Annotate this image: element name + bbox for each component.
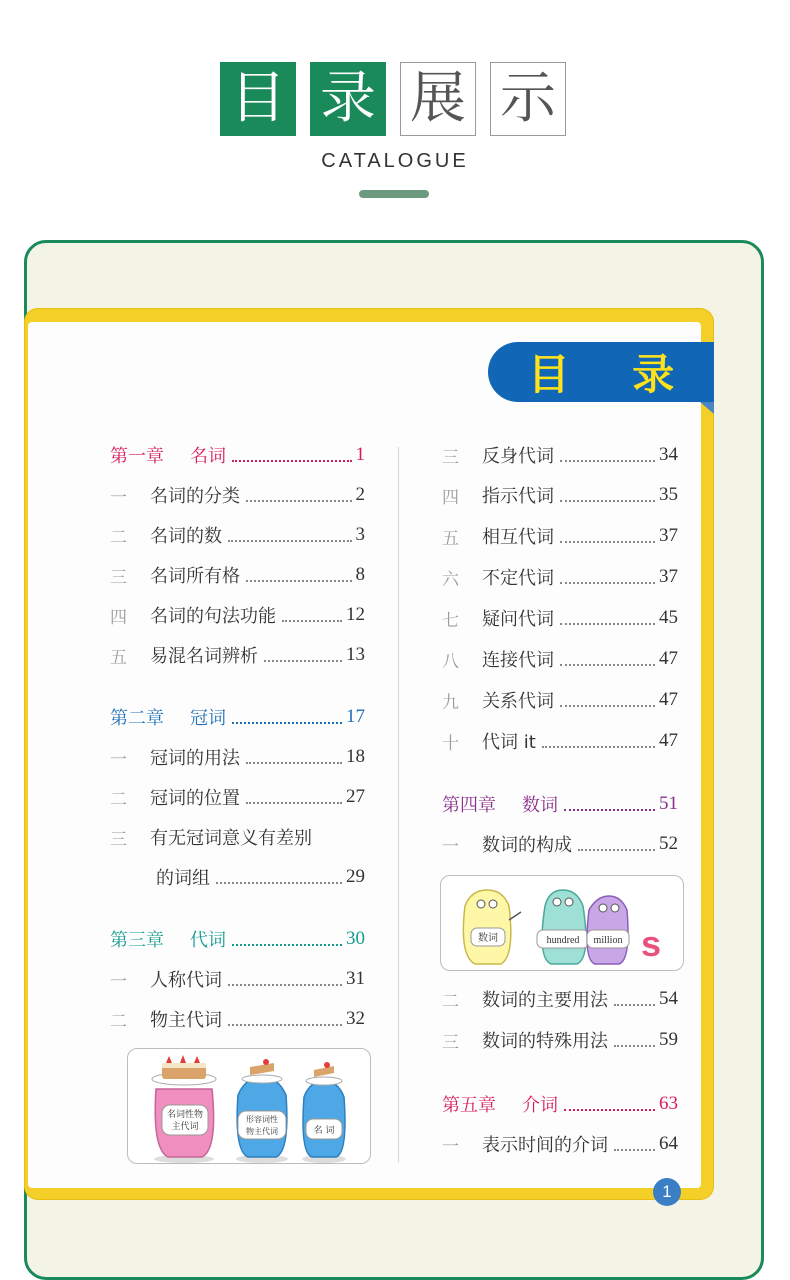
item-number: 一 [110,749,127,770]
page-ref: 47 [659,730,678,751]
item-title: 易混名词辨析 [150,646,258,667]
item-number: 二 [110,1011,127,1032]
chapter-number: 第二章 [110,708,164,729]
leader-dots [564,809,655,811]
toc-chapter-row[interactable] [110,440,365,470]
page-ref: 63 [659,1093,678,1114]
pronoun-cartoon-illustration [127,1048,371,1164]
toc-item-row[interactable] [442,562,678,592]
svg-text:形容词性: 形容词性 [246,1115,278,1124]
header-char-1: 目 [220,62,296,136]
item-number: 三 [110,829,127,850]
item-number: 一 [442,1136,459,1157]
leader-dots [232,460,352,462]
numeral-label-shuci: 数词 [478,933,498,944]
svg-text:名词性物: 名词性物 [166,1110,204,1120]
svg-text:主代词: 主代词 [171,1122,199,1132]
item-title: 物主代词 [150,1010,222,1031]
page-ref: 31 [346,968,365,989]
page-ref: 3 [355,524,365,545]
page-ref: 30 [346,928,365,949]
item-number: 二 [110,527,127,548]
item-title: 数词的主要用法 [482,990,608,1011]
leader-dots [246,802,342,804]
chapter-title: 冠词 [190,708,226,729]
page-ref: 12 [346,604,365,625]
page-ref: 17 [346,706,365,727]
item-number: 七 [442,610,459,631]
toc-item-row[interactable] [110,742,365,772]
item-title: 反身代词 [482,446,554,467]
numeral-plural-s: s [640,923,662,964]
numeral-cartoon-illustration [440,875,684,971]
page-ref: 37 [659,525,678,546]
leader-dots [246,762,342,764]
toc-item-row[interactable] [110,862,365,892]
leader-dots [560,705,655,707]
chapter-title: 介词 [522,1095,558,1116]
toc-item-row[interactable] [442,829,678,859]
chapter-number: 第四章 [442,795,496,816]
item-number: 一 [110,487,127,508]
leader-dots [560,500,655,502]
item-title: 数词的特殊用法 [482,1031,608,1052]
item-title: 人称代词 [150,970,222,991]
toc-item-row[interactable] [110,822,365,852]
item-title: 冠词的位置 [150,788,240,809]
header-char-3: 展 [400,62,476,136]
item-number: 一 [110,971,127,992]
toc-item-row[interactable] [442,685,678,715]
item-number: 四 [442,487,459,508]
page-ref: 64 [659,1133,678,1154]
item-title: 名词的分类 [150,486,240,507]
header-char-2: 录 [310,62,386,136]
leader-dots [282,620,342,622]
toc-item-row[interactable] [442,521,678,551]
item-title: 不定代词 [482,568,554,589]
toc-item-row[interactable] [442,440,678,470]
page-ref: 18 [346,746,365,767]
pronoun-cartoon-svg [128,1049,370,1163]
toc-item-row[interactable] [110,600,365,630]
item-title: 疑问代词 [482,609,554,630]
numeral-label-million: million [593,935,623,946]
leader-dots [232,944,342,946]
subtitle-underline [359,190,429,198]
page-ref: 51 [659,793,678,814]
item-number: 四 [110,607,127,628]
chapter-title: 代词 [190,930,226,951]
toc-item-row[interactable] [110,964,365,994]
toc-chapter-row[interactable] [110,924,365,954]
banner-fold [700,402,714,414]
page-ref: 37 [659,566,678,587]
toc-item-row[interactable] [442,644,678,674]
header-char-4: 示 [490,62,566,136]
item-title: 名词的句法功能 [150,606,276,627]
chapter-number: 第五章 [442,1095,496,1116]
item-number: 三 [442,447,459,468]
leader-dots [228,1024,342,1026]
toc-chapter-row[interactable] [442,789,678,819]
toc-item-row[interactable] [442,726,678,756]
leader-dots [216,882,342,884]
item-title: 关系代词 [482,691,554,712]
column-divider [398,447,399,1162]
item-title: 表示时间的介词 [482,1135,608,1156]
page-number-badge: 1 [653,1178,681,1206]
item-number: 五 [110,647,127,668]
page-ref: 1 [355,444,365,465]
toc-item-row[interactable] [110,520,365,550]
toc-item-row[interactable] [110,560,365,590]
chapter-number: 第三章 [110,930,164,951]
leader-dots [232,722,342,724]
leader-dots [560,623,655,625]
chapter-title: 数词 [522,795,558,816]
leader-dots [228,984,342,986]
toc-chapter-row[interactable] [110,702,365,732]
toc-item-row[interactable] [442,480,678,510]
page-ref: 2 [355,484,365,505]
page-ref: 54 [659,988,678,1009]
page-ref: 13 [346,644,365,665]
leader-dots [560,541,655,543]
item-number: 二 [442,991,459,1012]
leader-dots [578,849,655,851]
item-number: 三 [442,1032,459,1053]
item-title: 名词所有格 [150,566,240,587]
toc-banner [488,342,714,402]
toc-chapter-row[interactable] [442,1089,678,1119]
page-ref: 52 [659,833,678,854]
catalogue-subtitle: CATALOGUE [321,150,469,172]
numeral-cartoon-svg [441,876,683,970]
leader-dots [560,582,655,584]
leader-dots [246,500,352,502]
page-ref: 29 [346,866,365,887]
leader-dots [614,1149,655,1151]
item-title: 名词的数 [150,526,222,547]
toc-item-row[interactable] [442,1129,678,1159]
svg-text:名 词: 名 词 [313,1126,335,1136]
item-title: 指示代词 [482,486,554,507]
page-ref: 59 [659,1029,678,1050]
page-ref: 27 [346,786,365,807]
leader-dots [614,1004,655,1006]
leader-dots [614,1045,655,1047]
item-number: 二 [110,789,127,810]
page-ref: 35 [659,484,678,505]
toc-item-row[interactable] [442,603,678,633]
toc-banner-title: 目 录 [527,350,699,399]
chapter-title: 名词 [190,446,226,467]
item-title: 相互代词 [482,527,554,548]
toc-item-row[interactable] [110,640,365,670]
page-ref: 8 [355,564,365,585]
item-title: 数词的构成 [482,835,572,856]
toc-item-row[interactable] [110,1004,365,1034]
leader-dots [246,580,352,582]
item-number: 六 [442,569,459,590]
svg-text:物主代词: 物主代词 [246,1127,278,1136]
page-ref: 47 [659,689,678,710]
toc-item-row[interactable] [110,782,365,812]
item-number: 一 [442,836,459,857]
item-title: 的词组 [156,868,210,889]
item-number: 三 [110,567,127,588]
item-number: 九 [442,692,459,713]
toc-item-row[interactable] [110,480,365,510]
item-title: 有无冠词意义有差别 [150,828,312,849]
item-number: 八 [442,651,459,672]
page-ref: 47 [659,648,678,669]
leader-dots [542,746,655,748]
item-title: 冠词的用法 [150,748,240,769]
item-number: 十 [442,733,459,754]
chapter-number: 第一章 [110,446,164,467]
page-ref: 32 [346,1008,365,1029]
leader-dots [228,540,352,542]
leader-dots [264,660,342,662]
page-ref: 45 [659,607,678,628]
item-title: 代词 it [482,732,536,753]
numeral-label-hundred: hundred [546,935,580,946]
leader-dots [560,664,655,666]
leader-dots [564,1109,655,1111]
item-number: 五 [442,528,459,549]
page-ref: 34 [659,444,678,465]
toc-item-row[interactable] [442,1025,678,1055]
toc-item-row[interactable] [442,984,678,1014]
leader-dots [560,460,655,462]
item-title: 连接代词 [482,650,554,671]
